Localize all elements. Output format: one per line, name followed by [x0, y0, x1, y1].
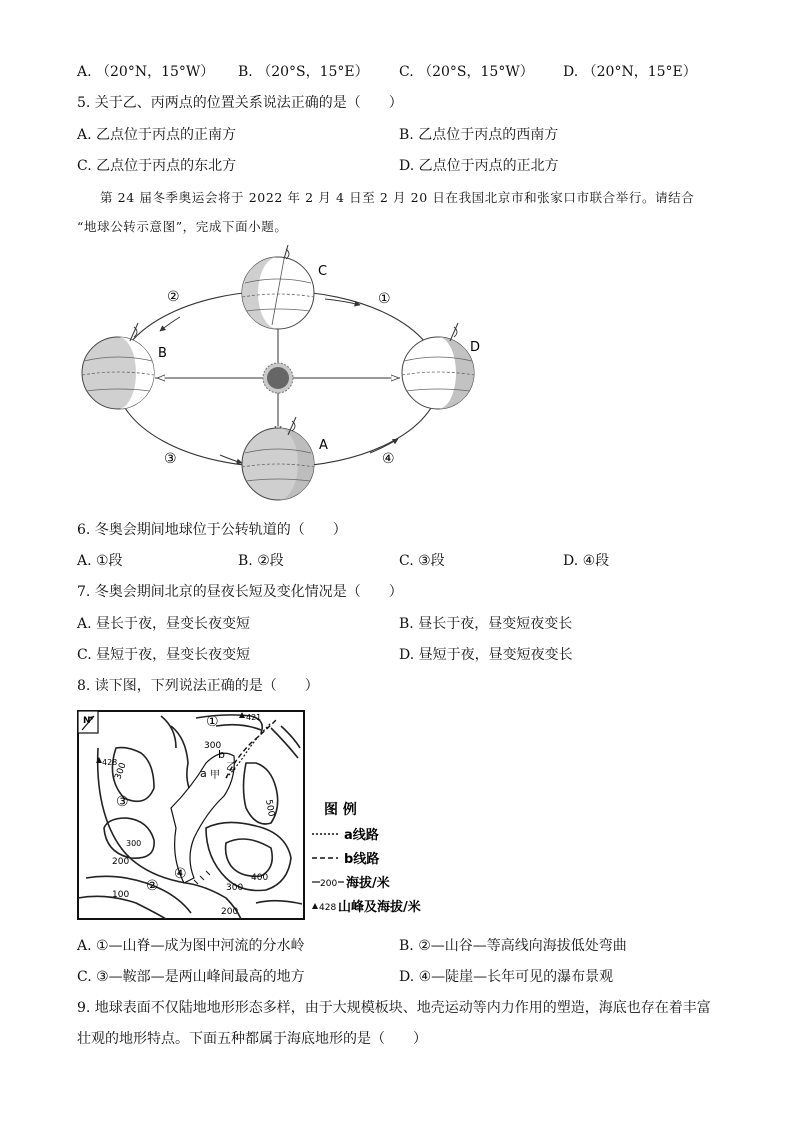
label-d: D — [470, 340, 481, 355]
q6-option-b[interactable]: B. ②段 — [238, 553, 284, 569]
q7-option-a[interactable]: A. 昼长于夜，昼变长夜变短 — [77, 616, 251, 632]
legend-peak: 山峰及海拔/米 — [338, 900, 421, 915]
legend-elevation-value: 200 — [320, 879, 338, 889]
q7-option-c[interactable]: C. 昼短于夜，昼变长夜变短 — [77, 647, 251, 663]
segment-2: ② — [167, 289, 180, 305]
label-c: C — [318, 264, 328, 279]
q9-stem-line-2: 壮观的地形特点。下面五种都属于海底地形的是（ ） — [77, 1031, 427, 1047]
q8-option-b[interactable]: B. ②—山谷—等高线向海拔低处弯曲 — [399, 938, 627, 954]
q8-option-c[interactable]: C. ③—鞍部—是两山峰间最高的地方 — [77, 969, 305, 985]
earth-position-b — [82, 323, 154, 409]
q5-option-a[interactable]: A. 乙点位于丙点的正南方 — [77, 127, 237, 143]
legend-route-b: b线路 — [344, 852, 380, 867]
q8-option-d[interactable]: D. ④—陡崖—长年可见的瀑布景观 — [399, 969, 614, 985]
q7-option-b[interactable]: B. 昼长于夜，昼变短夜变长 — [399, 616, 573, 632]
label-route-a: a — [200, 767, 207, 780]
map-mark-3: ③ — [116, 794, 129, 810]
q7-stem: 7. 冬奥会期间北京的昼夜长短及变化情况是（ ） — [77, 584, 403, 600]
q6-option-d[interactable]: D. ④段 — [563, 553, 610, 569]
contour-200-b: 200 — [221, 907, 239, 917]
legend-elevation: 海拔/米 — [346, 876, 390, 891]
label-a: A — [319, 438, 328, 453]
q4-option-a[interactable]: A. （20°N，15°W） — [77, 64, 215, 80]
earth-position-d — [402, 323, 474, 409]
contour-map-figure — [76, 708, 456, 924]
contour-100: 100 — [112, 890, 130, 900]
sun-icon — [263, 363, 293, 393]
map-mark-4: ④ — [174, 866, 187, 882]
q8-stem: 8. 读下图，下列说法正确的是（ ） — [77, 678, 319, 694]
q6-stem: 6. 冬奥会期间地球位于公转轨道的（ ） — [77, 522, 347, 538]
q8-option-a[interactable]: A. ①—山脊—成为图中河流的分水岭 — [77, 938, 305, 954]
earth-position-a — [242, 417, 314, 500]
segment-1: ① — [378, 291, 391, 307]
legend-route-a: a线路 — [344, 828, 379, 843]
q9-stem-line-1: 9. 地球表面不仅陆地地形形态多样，由于大规模板块、地壳运动等内力作用的塑造，海底也存在着丰富 — [77, 1000, 711, 1016]
label-jia: 甲 — [210, 770, 220, 781]
legend-title: 图 例 — [324, 802, 357, 818]
q5-option-d[interactable]: D. 乙点位于丙点的正北方 — [399, 158, 559, 174]
label-route-b: b — [218, 748, 225, 761]
intro-line-2: “地球公转示意图”，完成下面小题。 — [77, 219, 288, 234]
earth-orbit-figure — [70, 245, 490, 507]
contour-300-b: 300 — [204, 741, 222, 751]
contour-300-a: 300 — [113, 761, 129, 782]
contour-400: 400 — [251, 873, 269, 883]
segment-4: ④ — [382, 451, 395, 467]
q5-stem: 5. 关于乙、丙两点的位置关系说法正确的是（ ） — [77, 95, 403, 111]
segment-3: ③ — [164, 451, 177, 467]
contour-300-c: 300 — [126, 839, 142, 848]
contour-300-d: 300 — [226, 883, 244, 893]
contour-500: 500 — [263, 798, 276, 818]
legend-peak-value: 428 — [319, 903, 337, 913]
label-b: B — [158, 346, 167, 361]
q5-option-b[interactable]: B. 乙点位于丙点的西南方 — [399, 127, 559, 143]
map-legend — [312, 801, 421, 915]
peak-428-label: 428 — [102, 758, 118, 767]
q5-option-c[interactable]: C. 乙点位于丙点的东北方 — [77, 158, 237, 174]
north-label: N — [83, 716, 91, 726]
intro-line-1: 第 24 届冬季奥运会将于 2022 年 2 月 4 日至 2 月 20 日在我国北京市和张家口市联合举行。请结合 — [100, 190, 695, 205]
q6-option-c[interactable]: C. ③段 — [399, 553, 445, 569]
earth-position-c — [242, 245, 314, 329]
q6-option-a[interactable]: A. ①段 — [77, 553, 123, 569]
map-mark-1: ① — [206, 714, 219, 730]
q4-option-c[interactable]: C. （20°S，15°W） — [399, 64, 534, 80]
legend-peak-icon — [312, 903, 318, 909]
q4-option-b[interactable]: B. （20°S，15°E） — [238, 64, 369, 80]
q7-option-d[interactable]: D. 昼短于夜，昼变短夜变长 — [399, 647, 573, 663]
map-mark-2: ② — [146, 878, 159, 894]
q4-option-d[interactable]: D. （20°N，15°E） — [563, 64, 697, 80]
contour-200-a: 200 — [112, 857, 130, 867]
label-yi: 乙 — [226, 762, 236, 773]
peak-421-label: 421 — [246, 713, 262, 722]
